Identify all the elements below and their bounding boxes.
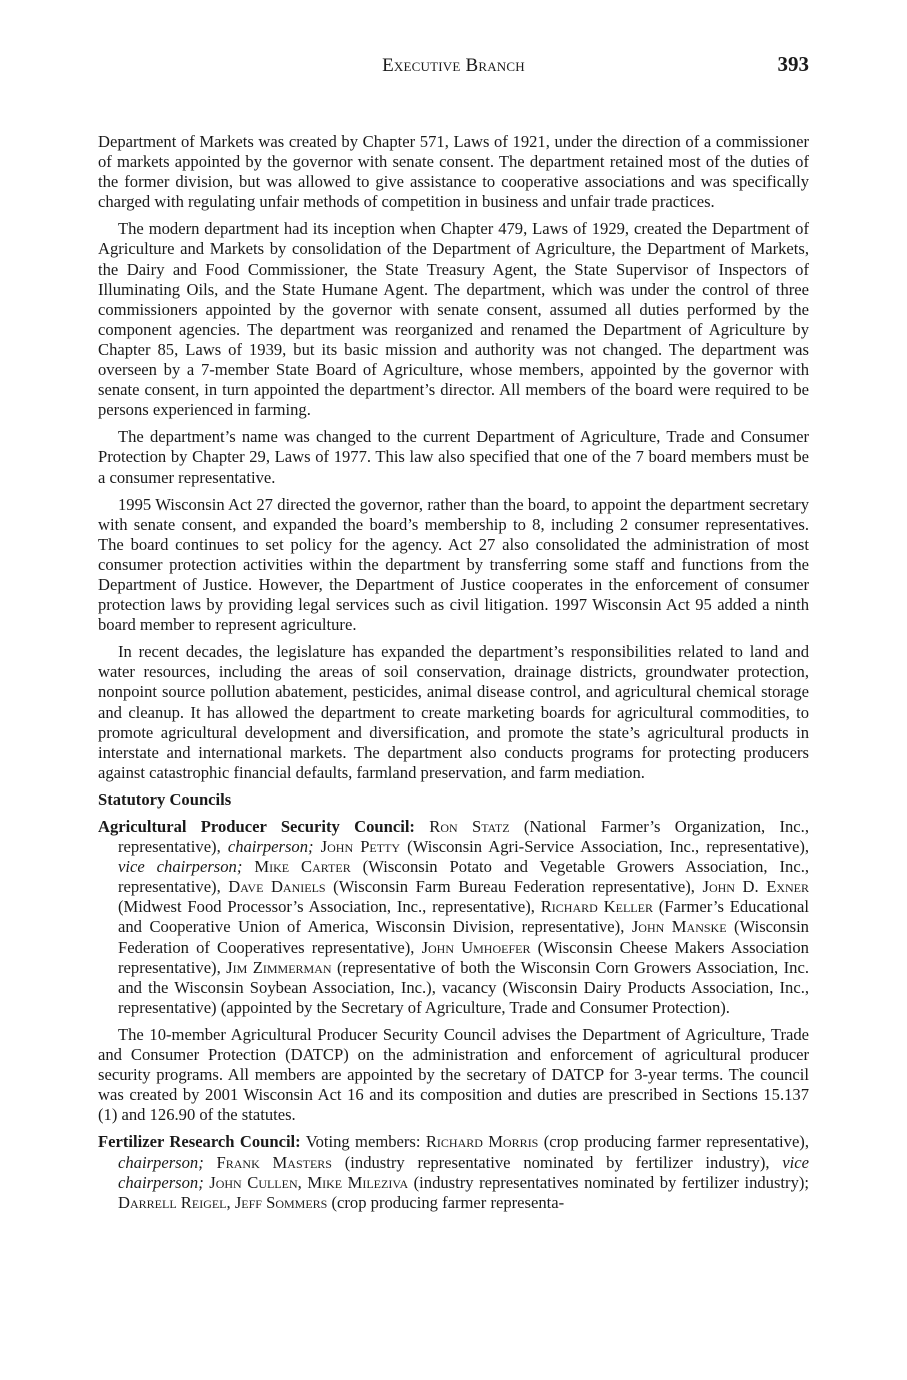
member-name: Ron Statz <box>429 817 510 836</box>
council-entry-fertilizer-research <box>98 1132 809 1212</box>
paragraph-modern-department: The modern department had its inception when Chapter 479, Laws of 1929, created the Department of Agriculture and Markets by consolidation of the Department of Agriculture, the Department of Markets, the Dairy and Food Commissioner, the State Treasury Agent, the State Supervisor of Inspectors of Illuminating Oils, and the State Humane Agent. The department, which was under the control of three commissioners appointed by the governor with senate consent, assumed all duties performed by the component agencies. The department was reorganized and renamed the Department of Agriculture by Chapter 85, Laws of 1939, but its basic mission and authority was not changed. The department was overseen by a 7-member State Board of Agriculture, whose members, appointed by the governor with senate consent, in turn appointed the department’s director. All members of the board were required to be persons experienced in farming. <box>98 219 809 420</box>
member-name: John Manske <box>631 917 727 937</box>
member-affiliation: (Wisconsin Agri-Service Association, Inc., representative), <box>400 837 810 857</box>
member-affiliation: (industry representative nominated by fertilizer industry), <box>331 1152 783 1172</box>
section-heading-statutory-councils: Statutory Councils <box>98 789 232 809</box>
paragraph-name-change: The department’s name was changed to the current Department of Agriculture, Trade and Consumer Protection by Chapter 29, Laws of 1977. This law also specified that one of the 7 board members must be a consumer representative. <box>98 427 809 487</box>
member-name: Richard Keller <box>540 897 653 917</box>
running-head: Executive Branch <box>382 55 525 76</box>
member-role: vice chairperson; <box>118 857 243 877</box>
member-name: John D. Exner <box>702 877 809 897</box>
separator: , <box>226 1192 235 1212</box>
member-name: John Cullen <box>209 1172 298 1192</box>
member-name: John Umhoefer <box>421 937 531 957</box>
paragraph-apsc-description: The 10-member Agricultural Producer Security Council advises the Department of Agriculture, Trade and Consumer Protection (DATCP) on the administration and enforcement of agricultural producer security programs. All members are appointed by the secretary of DATCP for 3-year terms. The council was created by 2001 Wisconsin Act 16 and its composition and duties are prescribed in Sections 15.137 (1) and 126.90 of the statutes. <box>98 1024 809 1125</box>
member-affiliation: (Wisconsin Cheese Makers Association representative), <box>118 937 809 977</box>
council-name: Agricultural Producer Security Council: <box>98 817 415 836</box>
member-affiliation: (representative of both the Wisconsin Corn Growers Association, Inc. and the Wisconsin Soybean Association, Inc.), vacancy (Wisconsin Dairy Products Association, Inc., representative) (appointed by the Secretary of Agriculture, Trade and Consumer Protection). <box>118 957 809 1017</box>
member-name: Jeff Sommers <box>234 1192 328 1212</box>
page-number: 393 <box>777 52 809 76</box>
member-name: Richard Morris <box>425 1132 539 1152</box>
member-affiliation: (National Farmer’s Organization, Inc., representative), <box>118 817 809 857</box>
member-affiliation: (industry representatives nominated by fertilizer industry); <box>408 1172 809 1192</box>
member-name: Mike Carter <box>254 857 351 877</box>
member-name: Darrell Reigel <box>118 1192 227 1212</box>
council-entry-agricultural-producer-security <box>98 817 810 1018</box>
member-affiliation: (crop producing farmer representa- <box>327 1192 565 1212</box>
member-role: chairperson; <box>227 837 314 857</box>
member-name: Mike Mileziva <box>307 1172 409 1192</box>
member-name: Frank Masters <box>216 1152 332 1172</box>
paragraph-markets-history: Department of Markets was created by Chapter 571, Laws of 1921, under the direction of a commissioner of markets appointed by the governor with senate consent. The department retained most of the duties of the former division, but was allowed to give assistance to cooperative associations and was specifically charged with regulating unfair methods of competition in business and unfair trade practices. <box>98 132 809 212</box>
page-body <box>98 132 809 1220</box>
member-affiliation: (crop producing farmer representative), <box>538 1132 809 1152</box>
council-intro: Voting members: <box>300 1132 426 1152</box>
member-affiliation: (Midwest Food Processor’s Association, Inc., representative), <box>118 897 541 917</box>
member-affiliation: (Farmer’s Educational and Cooperative Union of America, Wisconsin Division, representative), <box>118 897 809 937</box>
member-affiliation: (Wisconsin Federation of Cooperatives representative), <box>118 917 809 957</box>
member-name: John Petty <box>320 837 401 857</box>
paragraph-recent-decades: In recent decades, the legislature has expanded the department’s responsibilities related to land and water resources, including the areas of soil conservation, drainage districts, groundwater protection, nonpoint source pollution abatement, pesticides, animal disease control, and agricultural chemical storage and cleanup. It has allowed the department to create marketing boards for agricultural commodities, to promote agricultural development and diversification, and promote the state’s agricultural products in interstate and international markets. The department also conducts programs for protecting producers against catastrophic financial defaults, farmland preservation, and farm mediation. <box>98 642 809 782</box>
separator: , <box>297 1172 308 1192</box>
paragraph-act-27: 1995 Wisconsin Act 27 directed the governor, rather than the board, to appoint the department secretary with senate consent, and expanded the board’s membership to 8, including 2 consumer representatives. The board continues to set policy for the agency. Act 27 also consolidated the administration of most consumer protection activities within the department by transferring some staff and functions from the Department of Justice. However, the Department of Justice cooperates in the enforcement of consumer protection laws by providing legal services such as civil litigation. 1997 Wisconsin Act 95 added a ninth board member to represent agriculture. <box>98 494 809 635</box>
member-role: vice chairperson; <box>118 1152 809 1192</box>
member-affiliation: (Wisconsin Potato and Vegetable Growers Association, Inc., representative), <box>118 857 810 897</box>
member-name: Dave Daniels <box>228 877 326 897</box>
council-name: Fertilizer Research Council: <box>98 1132 301 1152</box>
member-affiliation: (Wisconsin Farm Bureau Federation representative), <box>325 877 703 897</box>
member-role: chairperson; <box>118 1152 204 1172</box>
member-name: Jim Zimmerman <box>226 957 332 977</box>
